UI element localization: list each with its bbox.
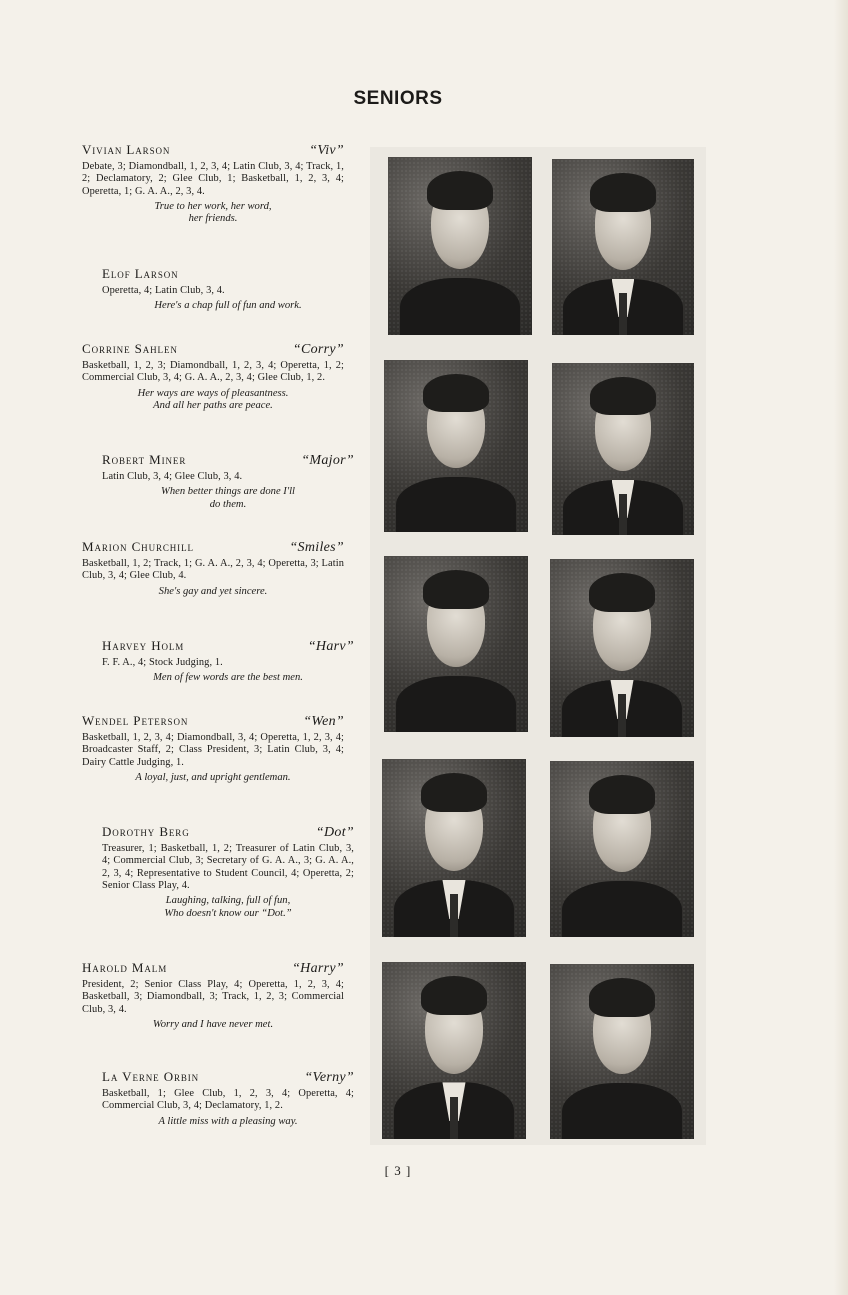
- senior-quote: Here's a chap full of fun and work.: [154, 300, 302, 312]
- senior-nickname: “Smiles”: [289, 540, 344, 555]
- senior-name: Harold Malm: [82, 960, 168, 975]
- senior-entry: [82, 960, 344, 1031]
- senior-activities: President, 2; Senior Class Play, 4; Operetta, 1, 2, 3, 4; Basketball, 3; Diamondball, 3; Track, 1, 2, 3; Commercial Club, 3, 4.: [82, 979, 344, 1015]
- senior-quote: Men of few words are the best men.: [153, 672, 303, 684]
- senior-entry: [82, 539, 344, 598]
- portrait-photo: [552, 363, 694, 535]
- senior-quote: A loyal, just, and upright gentleman.: [135, 771, 291, 783]
- senior-activities: Basketball, 1, 2, 3, 4; Diamondball, 3, 4; Operetta, 1, 2, 3, 4; Broadcaster Staff, 2; Class President, 3; Latin Club, 3, 4; Dairy Cattle Judging, 1.: [82, 732, 344, 768]
- senior-activities: Basketball, 1, 2, 3; Diamondball, 1, 2, 3, 4; Operetta, 1, 2; Commercial Club, 3, 4; G. A. A., 2, 3, 4; Glee Club, 1, 2.: [82, 360, 344, 384]
- senior-name: Robert Miner: [102, 452, 187, 467]
- senior-quote: Laughing, talking, full of fun, Who doesn't know our “Dot.”: [164, 895, 292, 919]
- senior-name: Wendel Peterson: [82, 713, 189, 728]
- senior-name: La Verne Orbin: [102, 1069, 200, 1084]
- senior-name: Vivian Larson: [82, 142, 171, 157]
- photo-panel: [370, 147, 706, 1145]
- senior-activities: F. F. A., 4; Stock Judging, 1.: [102, 657, 223, 668]
- senior-nickname: “Corry”: [292, 342, 344, 357]
- senior-nickname: “Viv”: [309, 143, 344, 158]
- portrait-photo: [552, 159, 694, 335]
- portrait-photo: [384, 556, 528, 732]
- senior-entry: [82, 713, 344, 784]
- portrait-photo: [550, 761, 694, 937]
- senior-activities: Basketball, 1; Glee Club, 1, 2, 3, 4; Operetta, 4; Commercial Club, 3, 4; Declamatory, 1, 2.: [102, 1088, 354, 1112]
- senior-name: Dorothy Berg: [102, 824, 190, 839]
- senior-entry: [102, 266, 354, 313]
- senior-activities: Basketball, 1, 2; Track, 1; G. A. A., 2, 3, 4; Operetta, 3; Latin Club, 3, 4; Glee Club, 4.: [82, 558, 344, 582]
- senior-activities: Debate, 3; Diamondball, 1, 2, 3, 4; Latin Club, 3, 4; Track, 1, 2; Declamatory, 2; Glee Club, 1; Basketball, 1, 2, 3, 4; Operetta, 1; G. A. A., 2, 3, 4.: [82, 161, 344, 197]
- senior-name: Marion Churchill: [82, 539, 194, 554]
- senior-activities: Operetta, 4; Latin Club, 3, 4.: [102, 285, 225, 296]
- senior-name: Elof Larson: [102, 266, 179, 281]
- senior-activities: Latin Club, 3, 4; Glee Club, 3, 4.: [102, 471, 243, 482]
- senior-entry: [102, 638, 354, 685]
- portrait-photo: [382, 759, 526, 937]
- senior-quote: Her ways are ways of pleasantness. And all her paths are peace.: [137, 387, 289, 412]
- senior-quote: A little miss with a pleasing way.: [158, 1115, 298, 1127]
- senior-quote: Worry and I have never met.: [152, 1018, 274, 1030]
- senior-name: Harvey Holm: [102, 638, 185, 653]
- portrait-photo: [384, 360, 528, 532]
- senior-activities: Treasurer, 1; Basketball, 1, 2; Treasurer of Latin Club, 3, 4; Commercial Club, 3; Secretary of G. A. A., 3; G. A. A., 2, 3, 4; Representative to Student Council, 4; Operetta, 2; Senior Class Play, 4.: [102, 843, 354, 891]
- senior-entry: [82, 142, 344, 226]
- senior-entry: [102, 452, 354, 511]
- senior-nickname: “Major”: [301, 453, 354, 468]
- senior-name: Corrine Sahlen: [82, 341, 178, 356]
- senior-entry: [82, 341, 344, 413]
- portrait-photo: [550, 559, 694, 737]
- portrait-photo: [382, 962, 526, 1139]
- senior-nickname: “Harry”: [292, 961, 344, 976]
- senior-nickname: “Wen”: [303, 714, 344, 729]
- senior-nickname: “Verny”: [304, 1070, 354, 1085]
- portrait-photo: [388, 157, 532, 335]
- page-number: [ 3 ]: [384, 1163, 412, 1178]
- senior-entry: [102, 1069, 354, 1128]
- senior-quote: She's gay and yet sincere.: [158, 585, 268, 597]
- senior-entry: [102, 824, 354, 920]
- senior-nickname: “Harv”: [307, 639, 354, 654]
- senior-quote: True to her work, her word, her friends.: [154, 200, 272, 225]
- portrait-photo: [550, 964, 694, 1139]
- page-edge: [834, 0, 848, 1295]
- senior-quote: When better things are done I'll do them.: [161, 486, 295, 510]
- senior-nickname: “Dot”: [315, 825, 354, 840]
- page-title: SENIORS: [353, 88, 443, 109]
